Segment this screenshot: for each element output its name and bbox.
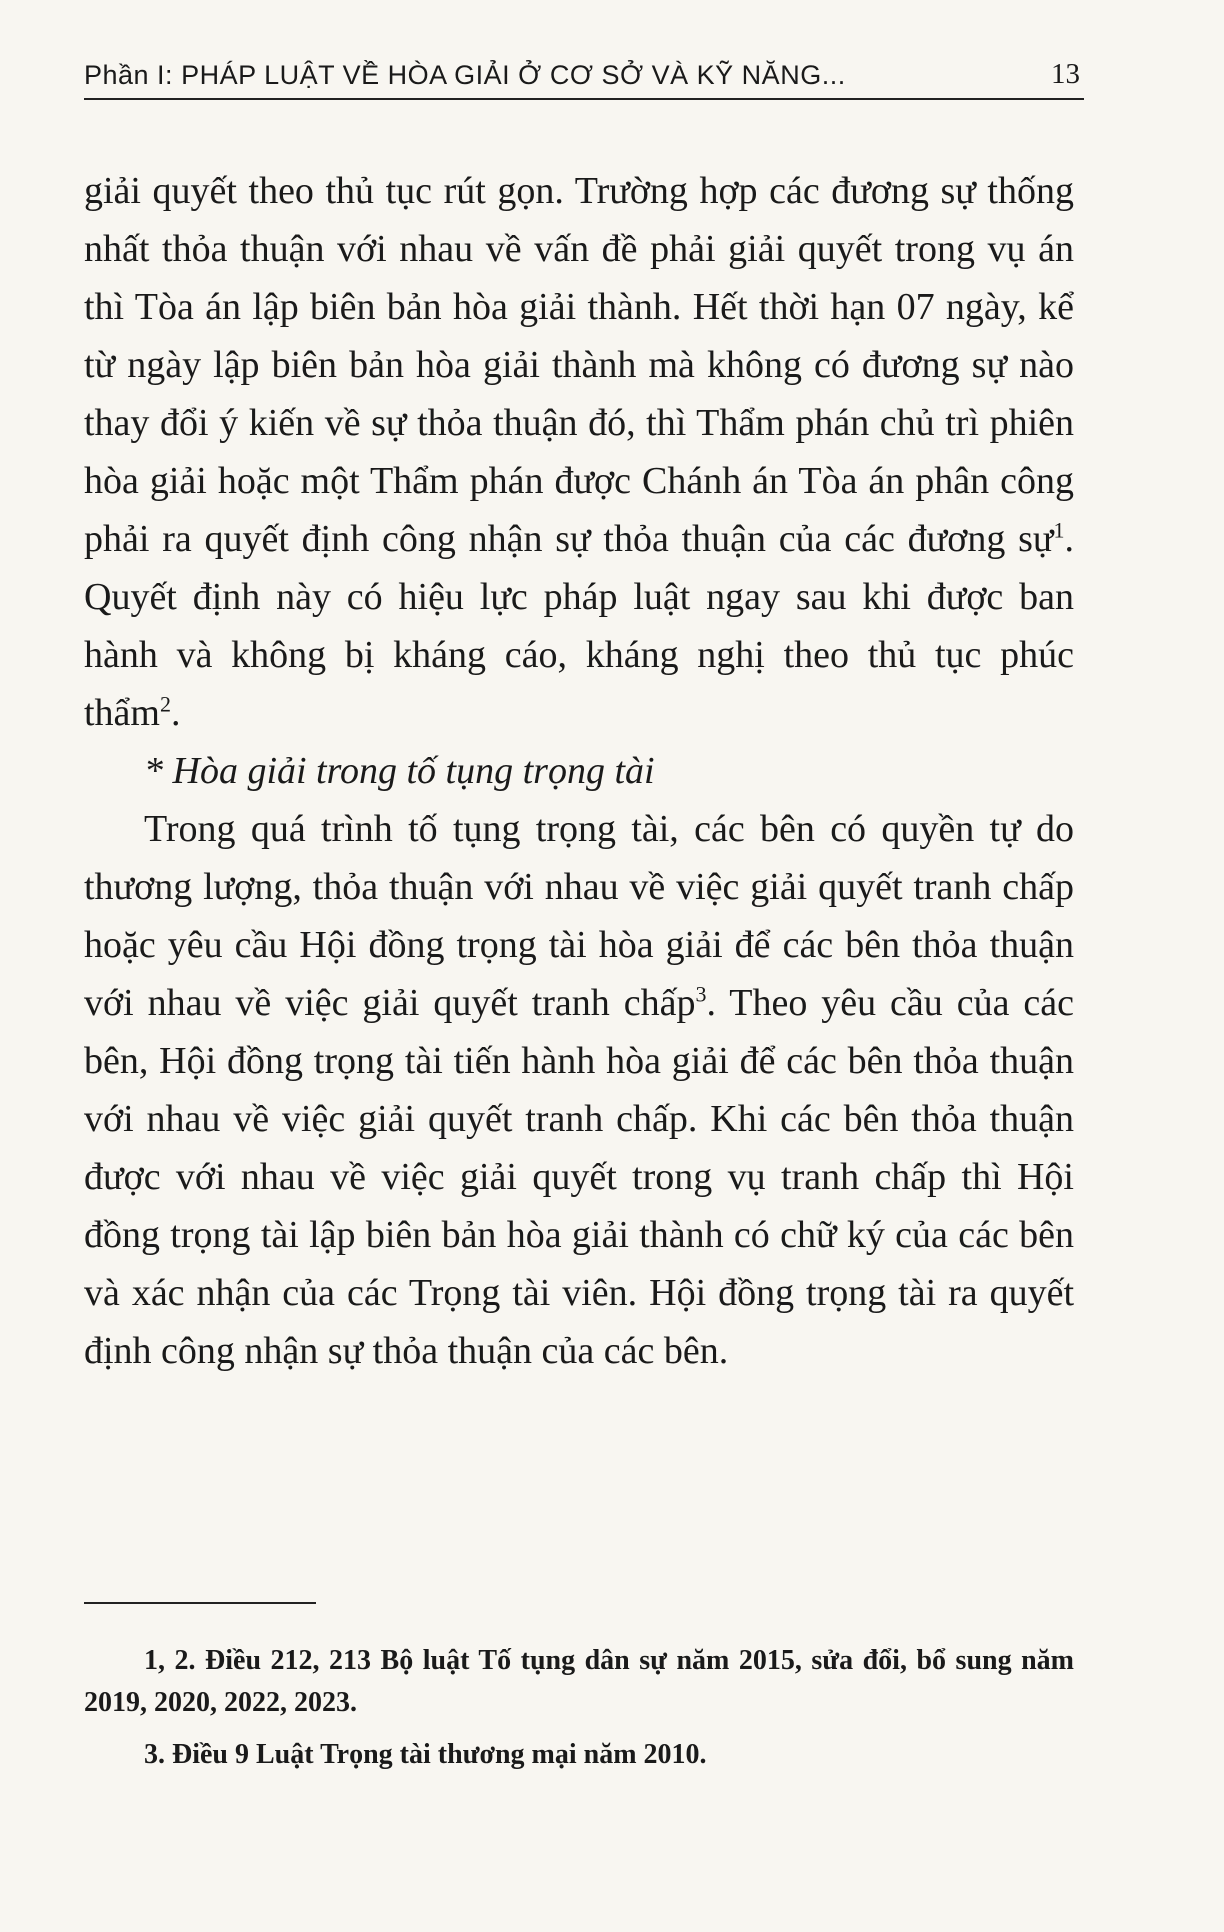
running-header [84,52,1084,100]
paragraph-text: Trong quá trình tố tụng trọng tài, các bên có quyền tự do thương lượng, thỏa thuận với nhau về việc giải quyết tranh chấp hoặc yêu cầu Hội đồng trọng tài hòa giải để các bên thỏa thuận với nhau về việc giải quyết tranh chấp [84,808,1074,1024]
footnote-3: 3. Điều 9 Luật Trọng tài thương mại năm 2010. [144,1739,707,1770]
footnote-ref-3: 3 [695,981,707,1007]
footnotes [84,1640,1074,1786]
main-text [84,162,1074,1380]
footnote-ref-2: 2 [159,691,171,717]
paragraph-text: . Quyết định này có hiệu lực pháp luật ngay sau khi được ban hành và không bị kháng cáo, kháng nghị theo thủ tục phúc thẩm [84,518,1074,734]
footnote-1-2: 1, 2. Điều 212, 213 Bộ luật Tố tụng dân sự năm 2015, sửa đổi, bổ sung năm 2019, 2020, 2022, 2023. [84,1645,1074,1718]
page-number: 13 [1051,58,1080,90]
footnote-ref-1: 1 [1053,517,1065,543]
section-heading: * Hòa giải trong tố tụng trọng tài [144,750,655,792]
paragraph-text: . Theo yêu cầu của các bên, Hội đồng trọng tài tiến hành hòa giải để các bên thỏa thuận với nhau về việc giải quyết tranh chấp. Khi các bên thỏa thuận được với nhau về việc giải quyết trong vụ tranh chấp thì Hội đồng trọng tài lập biên bản hòa giải thành có chữ ký của các bên và xác nhận của các Trọng tài viên. Hội đồng trọng tài ra quyết định công nhận sự thỏa thuận của các bên. [84,982,1075,1372]
paragraph-arbitration [84,800,1074,1380]
paragraph-continuation [84,162,1074,742]
paragraph-text: . [170,692,181,734]
paragraph-text: giải quyết theo thủ tục rút gọn. Trường hợp các đương sự thống nhất thỏa thuận với nhau về vấn đề phải giải quyết trong vụ án thì Tòa án lập biên bản hòa giải thành. Hết thời hạn 07 ngày, kể từ ngày lập biên bản hòa giải thành mà không có đương sự nào thay đổi ý kiến về sự thỏa thuận đó, thì Thẩm phán chủ trì phiên hòa giải hoặc một Thẩm phán được Chánh án Tòa án phân công phải ra quyết định công nhận sự thỏa thuận của các đương sự [84,170,1074,560]
running-title: Phần I: PHÁP LUẬT VỀ HÒA GIẢI Ở CƠ SỞ VÀ KỸ NĂNG... [84,60,846,90]
footnote-divider [84,1602,316,1604]
